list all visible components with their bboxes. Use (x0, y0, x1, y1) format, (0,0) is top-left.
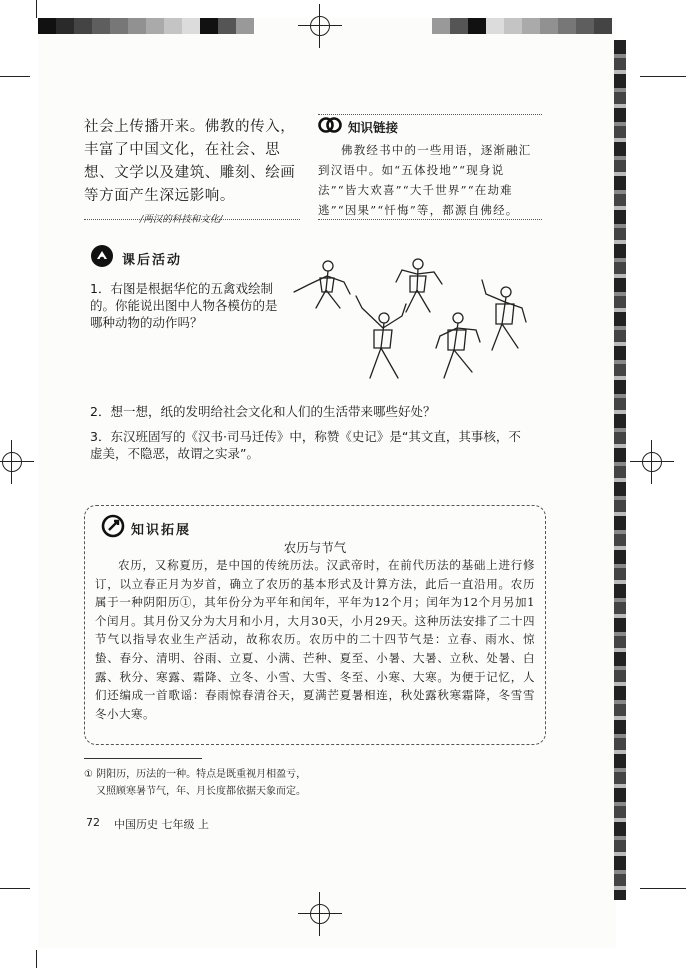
five-animals-exercise-illustration (286, 252, 536, 394)
footnote (84, 766, 306, 800)
knowledge-extension-subtitle: 农历与节气 (283, 540, 347, 555)
activity-title: 课后活动 (122, 252, 183, 268)
footnote-line-2: 又照顾寒暑节气，年、月长度都依据天象而定。 (96, 786, 306, 797)
figure-3 (356, 296, 406, 378)
print-calibration-bar-left (38, 18, 254, 34)
knowledge-extension-box (84, 505, 546, 745)
registration-mark-right (630, 440, 674, 484)
activity-question-3: 3．东汉班固写的《汉书·司马迁传》中，称赞《史记》是“其文直，其事核，不虚美，不隐恶，故谓之实录”。 (90, 429, 521, 461)
crop-mark (640, 888, 686, 889)
page-footer (86, 816, 209, 832)
figure-4 (436, 313, 480, 378)
knowledge-link-icon (318, 116, 342, 138)
knowledge-link-title: 知识链接 (348, 120, 399, 135)
page-number: 72 (86, 816, 100, 829)
registration-mark-top (298, 4, 342, 48)
knowledge-link-text: 佛教经书中的一些用语，逐渐融汇到汉语中。如“五体投地”“现身说法”“皆大欢喜”“大千世界”“在劫难逃”“因果”“忏悔”等，都源自佛经。 (318, 143, 532, 217)
dotted-divider (318, 114, 542, 115)
activity-header (90, 244, 182, 272)
crop-mark (0, 76, 30, 77)
section-tag: /两汉的科技和文化/ (140, 214, 223, 225)
dotted-divider (318, 219, 542, 220)
activity-question-1: 1．右图是根据华佗的五禽戏绘制的。你能说出图中人物各模仿的是哪种动物的动作吗？ (90, 281, 278, 330)
crop-mark (640, 76, 686, 77)
footnote-line-1: ① 阴阳历，历法的一种。特点是既重视月相盈亏， (84, 769, 307, 780)
activity-question-2: 2．想一想，纸的发明给社会文化和人们的生活带来哪些好处？ (90, 404, 436, 419)
knowledge-extension-title: 知识拓展 (131, 522, 192, 538)
footnote-divider (84, 758, 202, 759)
figure-5 (482, 280, 526, 350)
figure-2 (396, 259, 442, 312)
side-color-strip (614, 40, 626, 900)
body-paragraph: 社会上传播开来。佛教的传入，丰富了中国文化，在社会、思想、文学以及建筑、雕刻、绘画等方面产生深远影响。 (84, 119, 296, 204)
knowledge-extension-text: 农历，又称夏历，是中国的传统历法。汉武帝时，在前代历法的基础上进行修订，以立春正月为岁首，确立了农历的基本形式及计算方法，此后一直沿用。农历属于一种阴阳历①，其年份分为平年和闰年，平年为12个月；闰年为12个月另加1个闰月。其月份又分为大月和小月，大月30天，小月29天。这种历法安排了二十四节气以指导农业生产活动，故称农历。农历中的二十四节气是：立春、雨水、惊蛰、春分、清明、谷雨、立夏、小满、芒种、夏至、小暑、大暑、立秋、处暑、白露、秋分、寒露、霜降、立冬、小雪、大雪、冬至、小寒、大寒。为便于记忆，人们还编成一首歌谣：春雨惊春清谷天，夏满芒夏暑相连，秋处露秋寒霜降，冬雪雪冬小大寒。 (95, 558, 535, 721)
book-title: 中国历史 七年级 上 (114, 818, 209, 831)
knowledge-link-box (318, 116, 540, 220)
registration-mark-bottom (298, 892, 342, 936)
print-calibration-bar-right (432, 18, 612, 34)
crop-mark (36, 0, 37, 18)
registration-mark-left (0, 440, 34, 484)
activity-icon (90, 244, 114, 272)
crop-mark (36, 950, 37, 968)
figure-1 (294, 261, 350, 308)
crop-mark (0, 888, 30, 889)
